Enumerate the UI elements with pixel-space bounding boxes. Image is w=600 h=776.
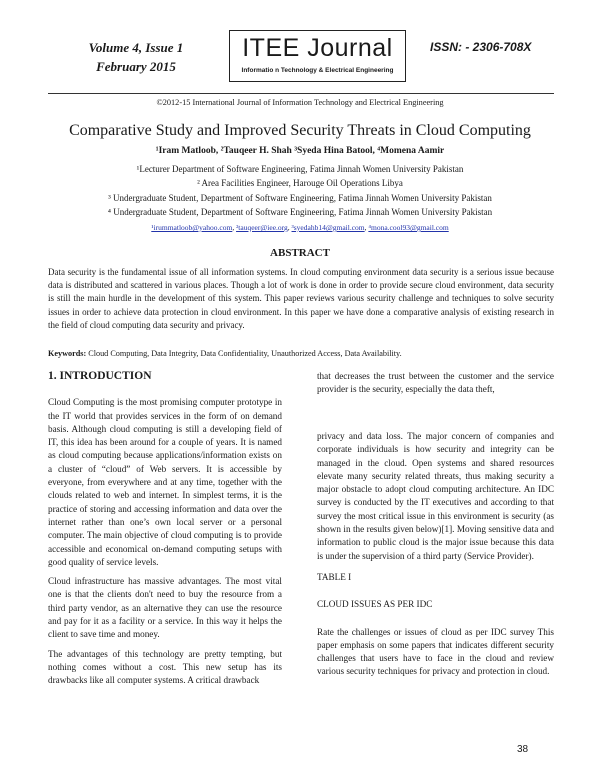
keywords-label: Keywords: (48, 349, 87, 358)
intro-paragraph-3: The advantages of this technology are pretty tempting, but nothing comes without a cost. This new setup has its drawbacks like all computer systems. A critical drawback (48, 648, 282, 686)
volume-label: Volume 4, Issue 1 (88, 40, 184, 55)
journal-name: ITEE Journal (242, 34, 393, 62)
header-rule (48, 93, 554, 94)
author-emails: ¹irummatloob@yahoo.com, ²tauqeer@iee.org, ³syedahb14@gmail.com, ⁴mona.cool93@gmail.com (151, 223, 449, 232)
volume-issue (76, 38, 196, 76)
intro-paragraph-5: Rate the challenges or issues of cloud as per IDC survey This paper emphasis on some papers that indicates different security challenges that users have to face in the cloud and review various security techniques for privacy and protection in cloud. (317, 626, 554, 677)
affiliation-1: ¹Lecturer Department of Software Engineering, Fatima Jinnah Women University Pakistan (136, 164, 464, 174)
right-column (317, 430, 554, 685)
email-link-2[interactable]: ²tauqeer@iee.org (236, 223, 288, 232)
page-number: 38 (517, 744, 529, 755)
email-link-1[interactable]: ¹irummatloob@yahoo.com (151, 223, 233, 232)
affiliation-4: ⁴ Undergraduate Student, Department of Software Engineering, Fatima Jinnah Women University Pakistan (107, 207, 493, 217)
paper-title: Comparative Study and Improved Security Threats in Cloud Computing (69, 122, 531, 139)
author-list: ¹Iram Matloob, ²Tauqeer H. Shah ³Syeda Hina Batool, ⁴Momena Aamir (155, 146, 445, 156)
left-column (48, 370, 282, 694)
copyright-line: ©2012-15 International Journal of Information Technology and Electrical Engineering (156, 98, 444, 107)
journal-logo-box (229, 30, 406, 82)
intro-paragraph-1: Cloud Computing is the most promising computer prototype in the IT world that provides services in the form of on demand basis. Although cloud computing is still a developing field of IT, this idea has been around for a couple of years. It is named as cloud computing because applications/information exists on a cluster of “cloud” of Web servers. It is accessible by everyone, from everywhere and at any time, together with the clouds related to web and internet. In simplest terms, it is the practice of storing and accessing information and data over the internet rather than one’s own local server or a personal computer. The main objective of cloud computing is to provide accessible and economical on-demand computing setups with good quality of service levels. (48, 397, 282, 567)
table-title: CLOUD ISSUES AS PER IDC (317, 599, 433, 610)
email-link-3[interactable]: ³syedahb14@gmail.com (291, 223, 365, 232)
keywords-list: Cloud Computing, Data Integrity, Data Confidentiality, Unauthorized Access, Data Availability. (88, 349, 402, 358)
intro-paragraph-2: Cloud infrastructure has massive advantages. The most vital one is that the clients don't need to buy the resource from a third party vendor, as an alternative they can use the resource and pay for it as a facility or a service. In this way it helps the client to save time and money. (48, 576, 282, 640)
abstract-text: Data security is the fundamental issue of all information systems. In cloud computing environment data security is a serious issue because data is distributed and scattered in various places. Though a lot of work is done in order to provide secure cloud environment, data security is still the main hurdle in the development of this system. This paper reviews various security challenge and techniques to solve security issues in order to achieve data protection in cloud environment. In this paper we have done a comparative analysis of existing research in the field of cloud computing data security and privacy. (48, 267, 554, 330)
section-heading-introduction: 1. INTRODUCTION (48, 370, 152, 382)
right-column-top: that decreases the trust between the customer and the service provider is the security, especially the data theft, (317, 371, 554, 395)
issn: ISSN: - 2306-708X (430, 40, 532, 54)
table-label: TABLE I (317, 571, 352, 582)
affiliation-3: ³ Undergraduate Student, Department of Software Engineering, Fatima Jinnah Women University Pakistan (108, 193, 492, 203)
issue-date: February 2015 (96, 59, 176, 74)
keywords (48, 349, 554, 358)
affiliation-2: ² Area Facilities Engineer, Harouge Oil Operations Libya (197, 178, 403, 188)
intro-paragraph-4: privacy and data loss. The major concern of companies and corporate individuals is how security and integrity can be managed in the cloud. Open systems and shared resources elevate many security related threats, thus making security a major obstacle to adopt cloud computing architecture. An IDC survey is conducted by the IT executives and according to that survey the most critical issue in this environment is security (as shown in the results given below)[1]. Moving sensitive data and information to public cloud is the major issue because this data is under the supervision of a third party (Service Provider). (317, 431, 554, 561)
email-link-4[interactable]: ⁴mona.cool93@gmail.com (368, 223, 449, 232)
abstract-heading: ABSTRACT (270, 247, 330, 259)
journal-subtitle: Informatio n Technology & Electrical Engineering (241, 67, 394, 74)
